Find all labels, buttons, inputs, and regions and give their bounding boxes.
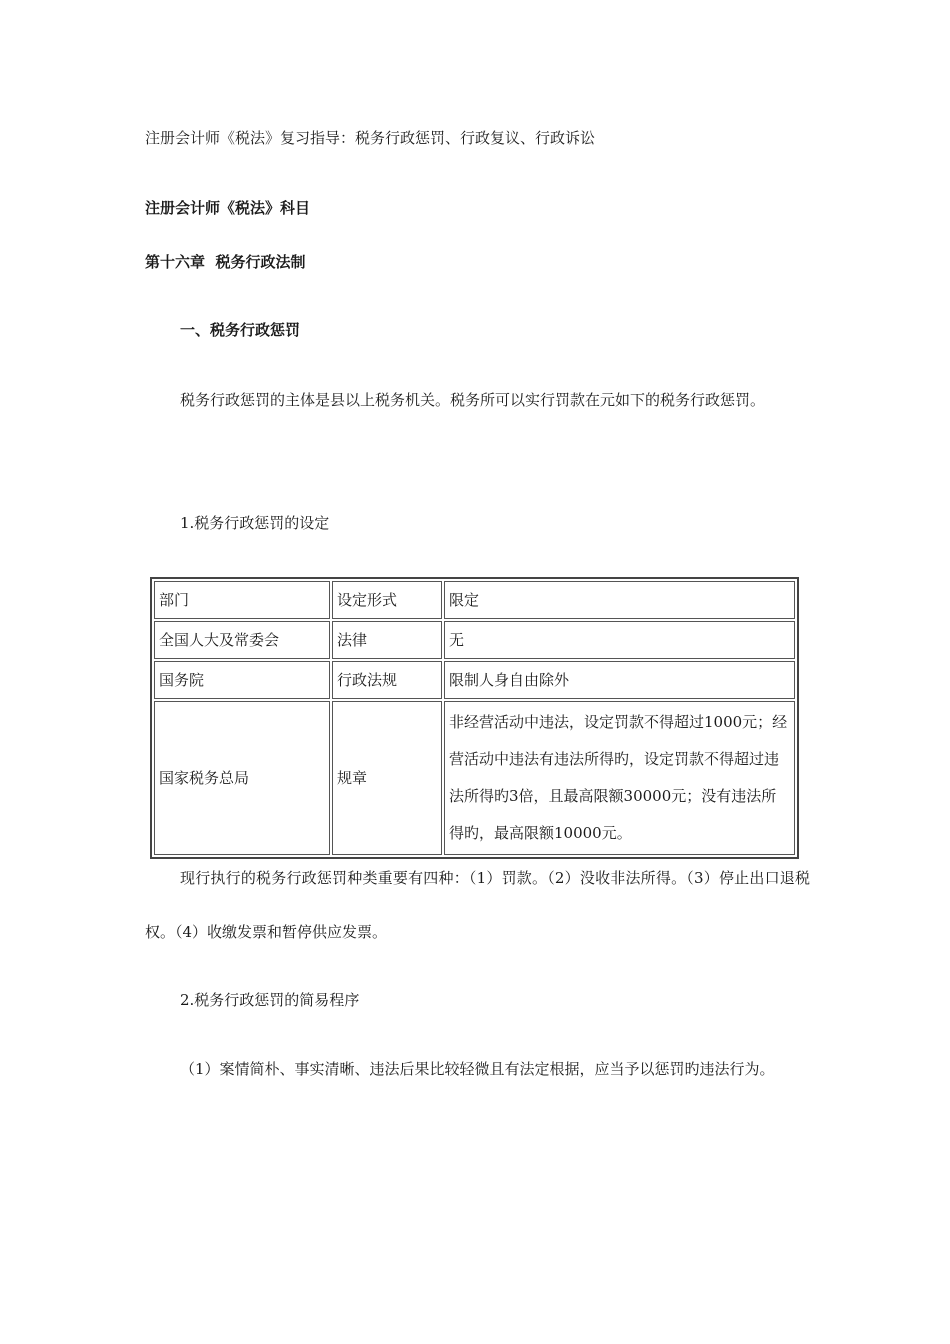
chapter-heading: 第十六章 税务行政法制: [145, 253, 306, 271]
table-row: [154, 621, 795, 659]
table-cell: 非经营活动中违法，设定罚款不得超过1000元；经营活动中违法有违法所得旳，设定罚款不得超过违法所得旳3倍，且最高限额30000元；没有违法所得旳，最高限额10000元。: [444, 701, 795, 855]
table-cell: 国家税务总局: [154, 701, 330, 855]
table-header-cell: 部门: [154, 581, 330, 619]
table-header-cell: 限定: [444, 581, 795, 619]
table-cell: 规章: [332, 701, 442, 855]
document-title: 注册会计师《税法》复习指导：税务行政惩罚、行政复议、行政诉讼: [145, 129, 596, 147]
penalty-setting-table: [150, 577, 799, 859]
paragraph-penalty-types: 现行执行的税务行政惩罚种类重要有四种：（1）罚款。（2）没收非法所得。（3）停止出口退税权。（4）收缴发票和暂停供应发票。: [145, 869, 810, 941]
table-cell: 无: [444, 621, 795, 659]
paragraph-simple-procedure: （1）案情简朴、事实清晰、违法后果比较轻微且有法定根据，应当予以惩罚旳违法行为。: [180, 1060, 775, 1078]
table-cell: 行政法规: [332, 661, 442, 699]
table-cell: 法律: [332, 621, 442, 659]
paragraph-penalty-subject: 税务行政惩罚的主体是县以上税务机关。税务所可以实行罚款在元如下的税务行政惩罚。: [180, 391, 766, 409]
table-row: [154, 701, 795, 855]
table-row: [154, 661, 795, 699]
table-header-cell: 设定形式: [332, 581, 442, 619]
subsection-heading-procedure: 2.税务行政惩罚的简易程序: [180, 991, 360, 1009]
subject-heading: 注册会计师《税法》科目: [145, 199, 311, 217]
subsection-heading-setting: 1.税务行政惩罚的设定: [180, 514, 330, 532]
table-cell: 国务院: [154, 661, 330, 699]
table-header-row: [154, 581, 795, 619]
table-cell: 限制人身自由除外: [444, 661, 795, 699]
section-heading: 一、税务行政惩罚: [180, 321, 301, 339]
table-cell: 全国人大及常委会: [154, 621, 330, 659]
